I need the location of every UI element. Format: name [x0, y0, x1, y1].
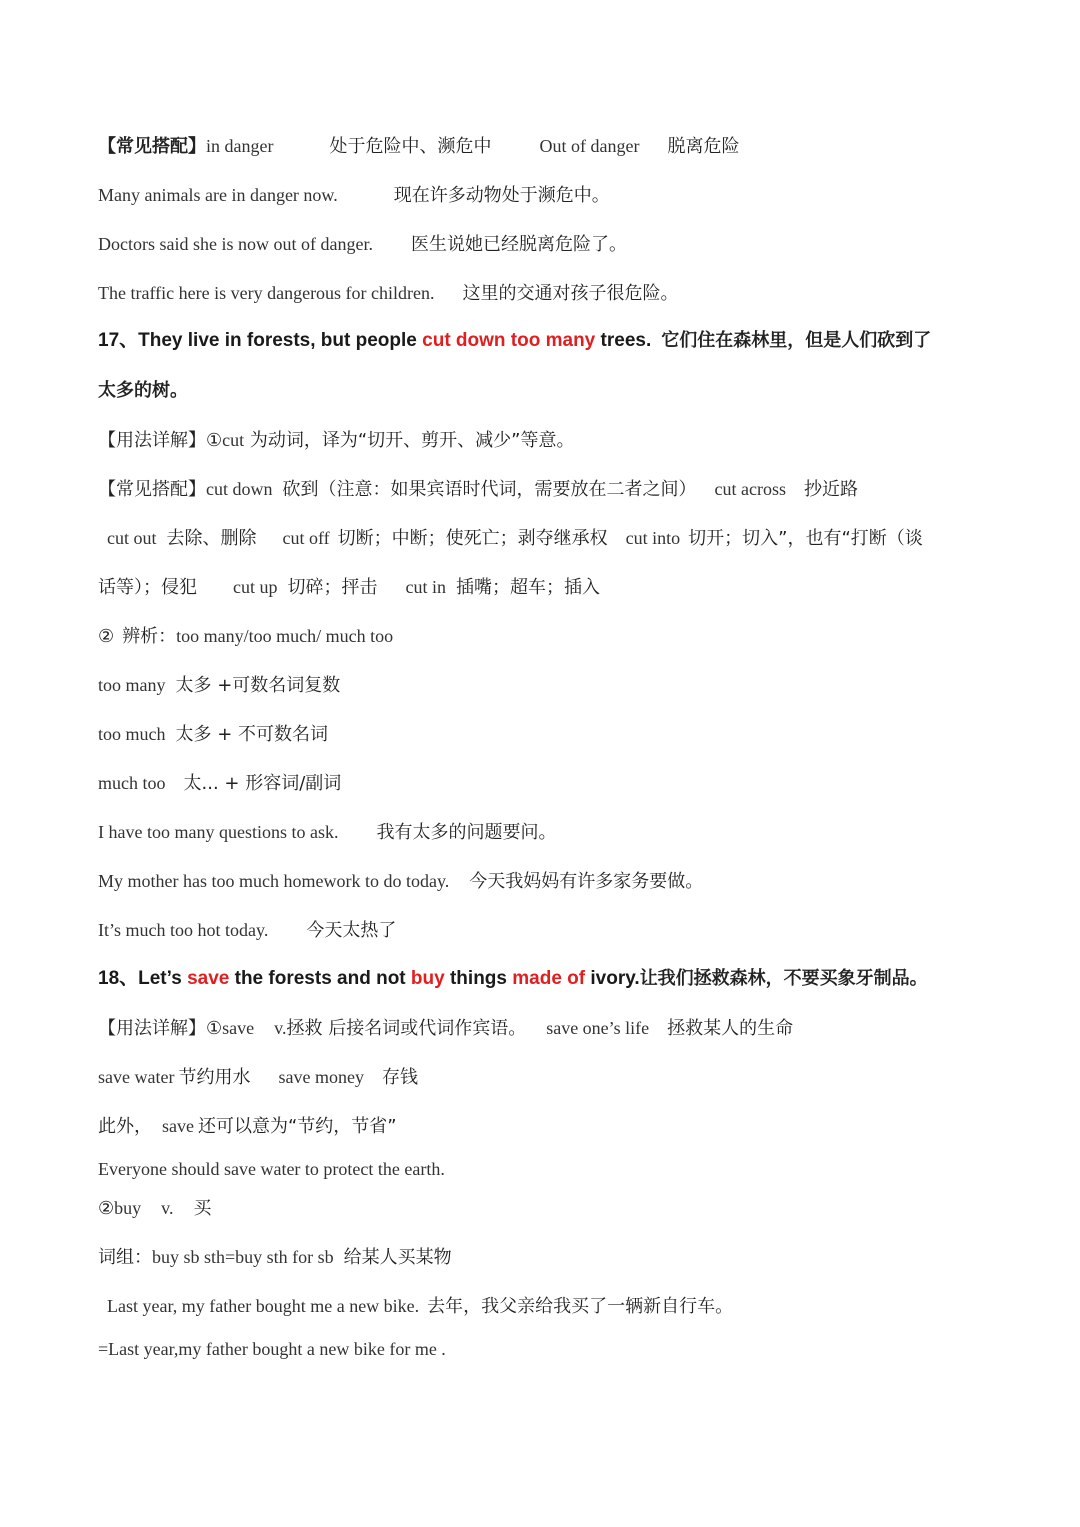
example-en: It’s much too hot today.	[98, 920, 269, 940]
phrase-en: in danger	[206, 136, 274, 156]
phrase-cn: 砍到（注意：如果宾语时代词，需要放在二者之间）	[282, 479, 697, 500]
usage-cn: 为动词，译为“切开、剪开、减少”等意。	[244, 430, 575, 451]
example-line	[98, 1336, 446, 1363]
example-line	[98, 1156, 445, 1183]
phrase-en: Out of danger	[539, 136, 640, 156]
phrase-label: 词组：	[98, 1247, 152, 1268]
phrase-line	[98, 1244, 452, 1271]
phrase-cn: 去除、删除	[166, 528, 257, 549]
buy-line	[98, 1195, 211, 1222]
collocation-line-save	[98, 1064, 418, 1091]
phrase-cn: 话等）；侵犯	[98, 577, 197, 598]
phrase-cn: 处于危险中、濒危中	[329, 136, 492, 157]
highlight-phrase: save	[187, 968, 230, 989]
example-cn: 医生说她已经脱离危险了。	[410, 234, 627, 255]
phrase-cn: 给某人买某物	[343, 1247, 452, 1268]
example-line	[98, 182, 610, 209]
meaning-en: too much	[98, 724, 166, 744]
collocation-line-cut-3	[98, 574, 600, 601]
example-cn: 现在许多动物处于濒危中。	[393, 185, 610, 206]
buy-cn: 买	[193, 1198, 212, 1219]
section-17-heading	[98, 328, 931, 354]
collocation-line-cut	[98, 476, 858, 503]
section-18-heading	[98, 966, 928, 992]
phrase-en: cut up	[233, 577, 278, 597]
analysis-en: too many/too much/ much too	[176, 626, 394, 646]
heading-cn-cont: 太多的树。	[98, 380, 188, 401]
usage-en-2: save one’s life	[546, 1018, 650, 1038]
example-line	[98, 917, 396, 944]
meaning-cn: 太... + 形容词/副词	[183, 773, 342, 794]
usage-tag: 【用法详解】	[98, 1018, 206, 1039]
example-line	[98, 868, 703, 895]
meaning-cn: 太多 +可数名词复数	[175, 675, 341, 696]
example-line	[98, 231, 627, 258]
usage-cn: 拯救 后接名词或代词作宾语。	[286, 1018, 527, 1039]
phrase-cn: 存钱	[381, 1067, 418, 1088]
phrase-en: cut down	[206, 479, 273, 499]
example-line	[98, 819, 556, 846]
phrase-en: buy sb sth=buy sth for sb	[152, 1247, 334, 1267]
usage-en: save	[222, 1018, 255, 1038]
example-cn: 这里的交通对孩子很危险。	[462, 283, 679, 304]
phrase-en: save money	[278, 1067, 364, 1087]
phrase-cn: 切断；中断；使死亡；剥夺继承权	[337, 528, 608, 549]
usage-pos: v.	[274, 1018, 287, 1038]
heading-text: 18、Let’s	[98, 968, 188, 989]
example-en: I have too many questions to ask.	[98, 822, 339, 842]
heading-text: things	[444, 968, 513, 989]
heading-text: 17、They live in forests, but people	[98, 330, 423, 351]
phrase-en: cut out	[107, 528, 157, 548]
heading-cn: 让我们拯救森林，不要买象牙制品。	[639, 968, 928, 989]
example-line	[98, 280, 679, 307]
circled-number: ①	[206, 430, 223, 451]
phrase-cn: 切碎；抨击	[287, 577, 378, 598]
meaning-en: too many	[98, 675, 166, 695]
example-en: Last year, my father bought me a new bike.	[107, 1296, 420, 1316]
example-en: The traffic here is very dangerous for children.	[98, 283, 435, 303]
circled-number: ②	[98, 626, 115, 647]
buy-en: buy	[114, 1198, 142, 1218]
phrase-en: save water	[98, 1067, 175, 1087]
phrase-cn: 切开；切入”，也有“打断（谈	[688, 528, 923, 549]
highlight-phrase: made of	[512, 968, 586, 989]
example-en: Doctors said she is now out of danger.	[98, 234, 373, 254]
example-en: =Last year,my father bought a new bike for me .	[98, 1339, 446, 1359]
phrase-cn: 插嘴；超车；插入	[456, 577, 600, 598]
collocation-tag: 【常见搭配】	[98, 479, 206, 500]
meaning-cn: 太多 + 不可数名词	[175, 724, 329, 745]
phrase-en: cut into	[625, 528, 681, 548]
collocation-line-danger	[98, 133, 739, 160]
buy-pos: v.	[161, 1198, 174, 1218]
example-en: Many animals are in danger now.	[98, 185, 338, 205]
circled-number: ①	[206, 1018, 223, 1039]
highlight-phrase: cut down too many	[422, 330, 596, 351]
usage-en: cut	[222, 430, 245, 450]
example-en: Everyone should save water to protect the earth.	[98, 1159, 445, 1179]
heading-text: trees.	[595, 330, 652, 351]
usage-line	[98, 427, 575, 454]
phrase-cn: 抄近路	[803, 479, 858, 500]
usage-cn-2: 拯救某人的生命	[667, 1018, 794, 1039]
example-cn: 去年，我父亲给我买了一辆新自行车。	[427, 1296, 734, 1317]
meaning-en: much too	[98, 773, 166, 793]
analysis-line	[98, 623, 393, 650]
collocation-line-cut-2	[107, 525, 923, 552]
section-17-heading-cont	[98, 378, 188, 404]
meaning-line	[98, 770, 341, 797]
also-line	[98, 1113, 397, 1140]
usage-tag: 【用法详解】	[98, 430, 206, 451]
phrase-cn: 脱离危险	[667, 136, 740, 157]
meaning-line	[98, 721, 328, 748]
example-cn: 我有太多的问题要问。	[376, 822, 557, 843]
collocation-tag: 【常见搭配】	[98, 136, 206, 157]
example-cn: 今天我妈妈有许多家务要做。	[469, 871, 704, 892]
heading-text: ivory.	[585, 968, 640, 989]
usage-line	[98, 1015, 793, 1042]
meaning-line	[98, 672, 340, 699]
also-cn-2: 还可以意为“节约，节省”	[197, 1116, 397, 1137]
phrase-cn: 节约用水	[178, 1067, 251, 1088]
example-line	[107, 1293, 733, 1320]
also-cn: 此外，	[98, 1116, 152, 1137]
highlight-phrase: buy	[410, 968, 445, 989]
phrase-en: cut in	[405, 577, 446, 597]
phrase-en: cut off	[282, 528, 330, 548]
heading-text: the forests and not	[229, 968, 411, 989]
phrase-en: cut across	[714, 479, 786, 499]
example-en: My mother has too much homework to do today.	[98, 871, 450, 891]
example-cn: 今天太热了	[306, 920, 397, 941]
circled-number: ②	[98, 1198, 115, 1219]
also-en: save	[162, 1116, 194, 1136]
heading-cn: 它们住在森林里，但是人们砍到了	[661, 330, 932, 351]
analysis-label: 辨析：	[122, 626, 177, 647]
